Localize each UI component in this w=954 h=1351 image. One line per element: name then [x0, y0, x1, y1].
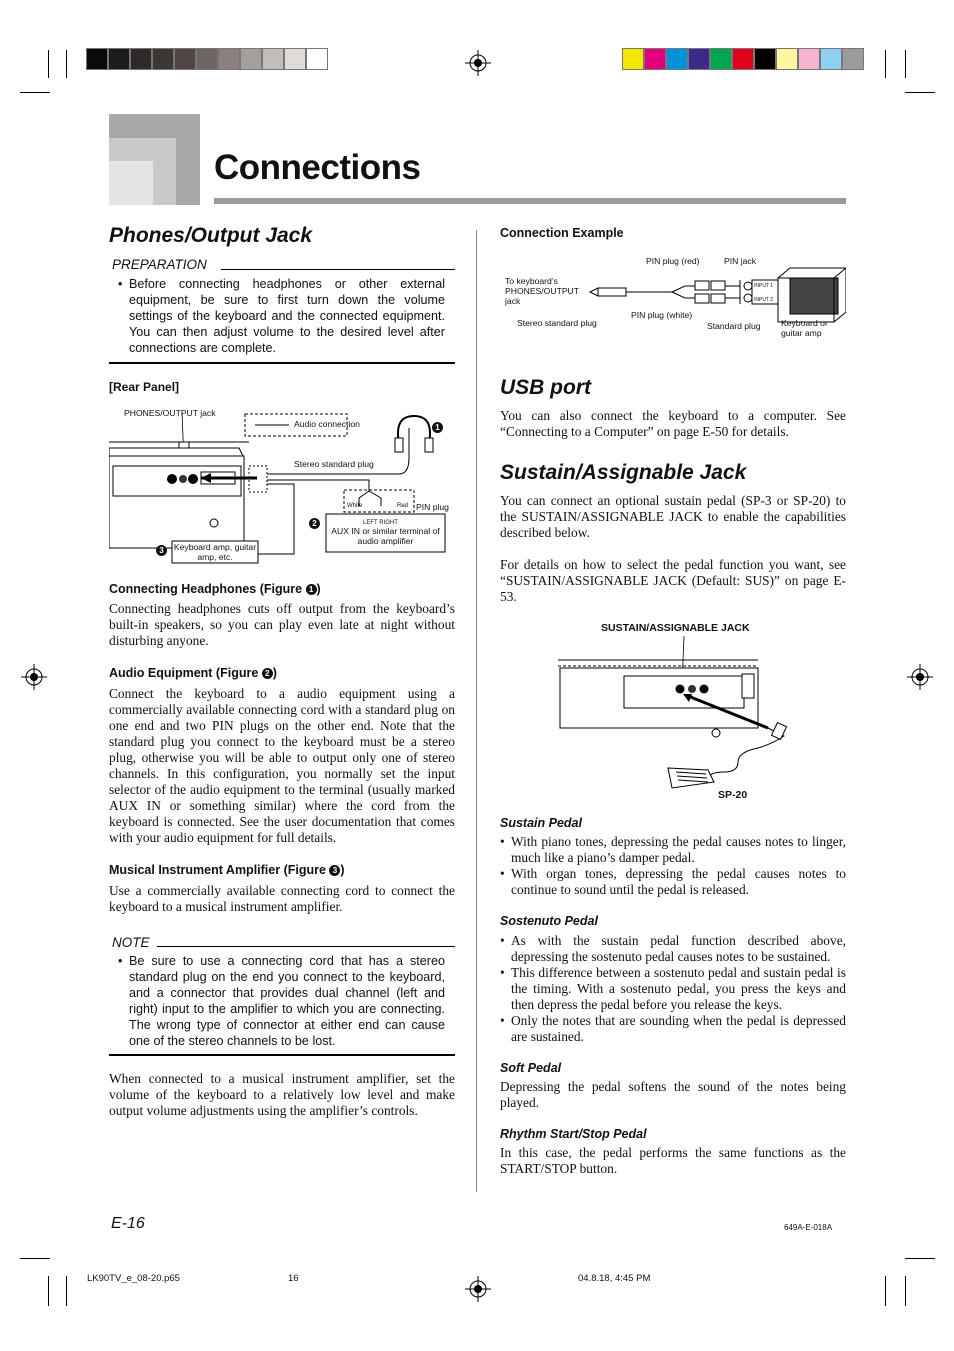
- pin-plug-white-label: PIN plug (white): [631, 310, 693, 320]
- page-number: E-16: [111, 1215, 145, 1232]
- calibration-swatch: [688, 48, 710, 70]
- standard-plug-label: Standard plug: [707, 321, 761, 331]
- page-title: Connections: [214, 148, 421, 187]
- soft-pedal-text: Depressing the pedal softens the sound of the notes being played.: [500, 1079, 846, 1110]
- sustain-item: • With organ tones, depressing the pedal causes notes to continue to sound until the pedal is released.: [500, 866, 846, 898]
- pin-plug-label: PIN plug: [416, 502, 449, 512]
- calibration-swatch: [174, 48, 196, 70]
- rear-panel-label: [Rear Panel]: [109, 380, 180, 394]
- calibration-swatch: [798, 48, 820, 70]
- sostenuto-item: • This difference between a sostenuto pedal and sustain pedal is the timing. With a sostenuto pedal, you press the keys and then depress the pedal before you release the keys.: [500, 965, 846, 1013]
- connection-example-heading: Connection Example: [500, 226, 624, 240]
- audio-heading: Audio Equipment (Figure 2 ): [109, 666, 277, 680]
- closing-text: When connected to a musical instrument amplifier, set the volume of the keyboard to a relatively low level and make output volume adjustments using the amplifier’s controls.: [109, 1071, 455, 1118]
- usb-text: You can also connect the keyboard to a computer. See “Connecting to a Computer” on page E-50 for details.: [500, 408, 846, 439]
- amp-heading: Musical Instrument Amplifier (Figure 3 ): [109, 863, 345, 877]
- headphones-text: Connecting headphones cuts off output from the keyboard’s built-in speakers, so you can play even late at night without disturbing anyone.: [109, 601, 455, 648]
- stereo-standard-plug-label: Stereo standard plug: [517, 318, 597, 328]
- input-1-label: INPUT 1: [754, 283, 774, 289]
- pin-jack-label: PIN jack: [724, 256, 756, 266]
- to-keyboard-label: To keyboard’s PHONES/OUTPUT jack: [505, 276, 579, 306]
- sp20-label: SP-20: [718, 789, 748, 801]
- calibration-swatch: [262, 48, 284, 70]
- calibration-swatch: [218, 48, 240, 70]
- aux-in-label: AUX IN or similar terminal of audio amplifier: [331, 526, 440, 546]
- registration-mark-right: [907, 664, 933, 690]
- calibration-swatch: [306, 48, 328, 70]
- phones-heading: Phones/Output Jack: [109, 224, 313, 247]
- preparation-label: PREPARATION: [112, 257, 213, 272]
- figure-number-3: 3: [156, 541, 167, 559]
- document-code: 649A-E-018A: [784, 1223, 833, 1232]
- calibration-swatch: [130, 48, 152, 70]
- calibration-swatch: [776, 48, 798, 70]
- calibration-swatch: [710, 48, 732, 70]
- audio-connection-label: Audio connection: [294, 419, 360, 429]
- footer-sheet: 16: [288, 1273, 299, 1284]
- calibration-swatch: [820, 48, 842, 70]
- calibration-swatch: [152, 48, 174, 70]
- soft-pedal-heading: Soft Pedal: [500, 1061, 562, 1075]
- figure-number-2: 2: [309, 514, 320, 532]
- calibration-swatch: [842, 48, 864, 70]
- connection-example-figure: [500, 250, 846, 342]
- sustain-pedal-heading: Sustain Pedal: [500, 816, 582, 830]
- audio-text: Connect the keyboard to a audio equipment using a commercially available connecting cord with a standard plug on one end and two PIN plugs on the other end. Note that the standard plug you connect to the keyboard must be a stereo plug, otherwise you will be able to output only one of stereo channels. In this configuration, you normally set the input selector of the audio equipment to the terminal (usually marked AUX IN or something similar) where the cord from the keyboard is connected. See the user documentation that comes with your audio equipment for full details.: [109, 686, 455, 845]
- rear-panel-figure: [109, 398, 455, 570]
- red-plug-label: Red: [397, 503, 409, 509]
- sustain-heading: Sustain/Assignable Jack: [500, 461, 747, 484]
- pin-plug-red-label: PIN plug (red): [646, 256, 700, 266]
- phones-jack-label: PHONES/OUTPUT jack: [124, 408, 216, 418]
- calibration-swatch: [622, 48, 644, 70]
- calibration-swatch: [732, 48, 754, 70]
- usb-heading: USB port: [500, 376, 591, 399]
- sustain-pedal-list: [500, 834, 846, 898]
- registration-mark-left: [21, 664, 47, 690]
- sustain-text-1: You can connect an optional sustain pedal (SP-3 or SP-20) to the SUSTAIN/ASSIGNABLE JACK to enable the capabilities described below.: [500, 493, 846, 540]
- sostenuto-pedal-list: [500, 933, 846, 1045]
- calibration-swatch: [666, 48, 688, 70]
- calibration-swatch: [240, 48, 262, 70]
- sustain-jack-drawing: [558, 620, 788, 805]
- registration-mark-top: [465, 50, 491, 76]
- sustain-jack-label: SUSTAIN/ASSIGNABLE JACK: [601, 622, 750, 634]
- rhythm-pedal-text: In this case, the pedal performs the same functions as the START/STOP button.: [500, 1145, 846, 1176]
- figure-number-1: 1: [432, 418, 443, 436]
- calibration-swatch: [754, 48, 776, 70]
- left-right-label: LEFT RIGHT: [363, 520, 398, 526]
- headphones-heading: Connecting Headphones (Figure 1 ): [109, 582, 321, 596]
- calibration-swatch: [108, 48, 130, 70]
- preparation-box: [109, 256, 455, 364]
- rhythm-pedal-heading: Rhythm Start/Stop Pedal: [500, 1127, 647, 1141]
- white-plug-label: White: [347, 503, 363, 509]
- column-divider: [476, 230, 477, 1192]
- note-text: • Be sure to use a connecting cord that has a stereo standard plug on the end you connect to the keyboard, and a connector that provides dual channel (left and right) input to the amplifier to which you are connecting. The wrong type of connector at either end can cause one of the stereo channels to be lost.: [118, 953, 445, 1049]
- sostenuto-item: • As with the sustain pedal function described above, depressing the sostenuto pedal causes notes to be sustained.: [500, 933, 846, 965]
- footer-date: 04.8.18, 4:45 PM: [578, 1273, 651, 1284]
- keyboard-amp-label: Keyboard amp, guitar amp, etc.: [173, 542, 257, 562]
- calibration-swatch: [196, 48, 218, 70]
- sostenuto-item: • Only the notes that are sounding when the pedal is depressed are sustained.: [500, 1013, 846, 1045]
- calibration-swatch: [284, 48, 306, 70]
- preparation-text: • Before connecting headphones or other external equipment, be sure to first turn down the volume settings of the keyboard and the connected equipment. You can then adjust volume to the desired level after connections are complete.: [118, 276, 445, 356]
- sostenuto-pedal-heading: Sostenuto Pedal: [500, 914, 598, 928]
- keyboard-guitar-amp-label: Keyboard or guitar amp: [781, 318, 828, 338]
- footer-filename: LK90TV_e_08-20.p65: [87, 1273, 180, 1284]
- sustain-text-2: For details on how to select the pedal function you want, see “SUSTAIN/ASSIGNABLE JACK (Default: SUS)” on page E-53.: [500, 557, 846, 604]
- amp-text: Use a commercially available connecting cord to connect the keyboard to a musical instrument amplifier.: [109, 883, 455, 914]
- title-underline: [214, 198, 846, 204]
- sustain-item: • With piano tones, depressing the pedal causes notes to linger, much like a piano’s damper pedal.: [500, 834, 846, 866]
- stereo-plug-label: Stereo standard plug: [294, 459, 374, 469]
- note-box: [109, 934, 455, 1056]
- input-2-label: INPUT 2: [754, 297, 774, 303]
- calibration-swatch: [644, 48, 666, 70]
- calibration-swatch: [86, 48, 108, 70]
- sustain-jack-figure: [558, 620, 788, 805]
- note-label: NOTE: [112, 935, 154, 950]
- title-decoration-block-light: [109, 161, 153, 205]
- registration-mark-bottom: [465, 1276, 491, 1302]
